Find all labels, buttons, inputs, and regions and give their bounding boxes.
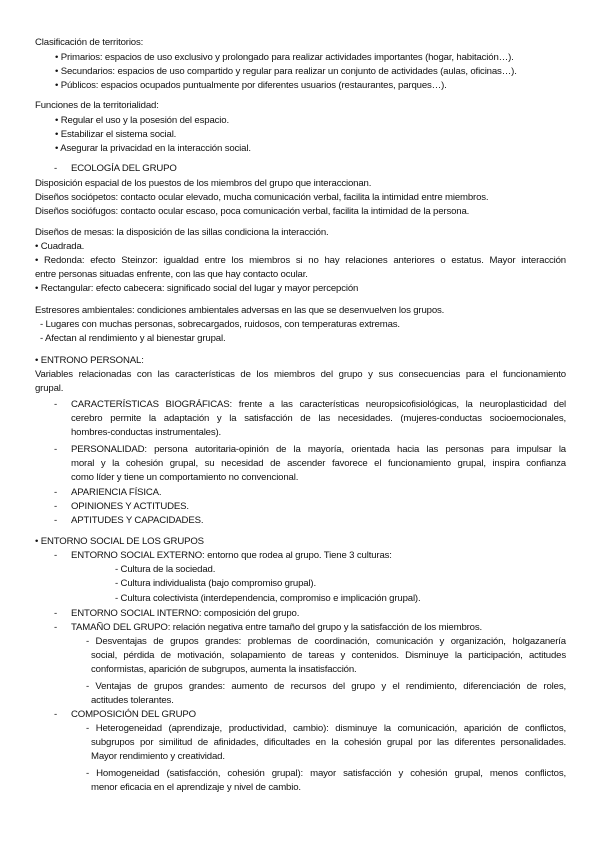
externo-line: ENTORNO SOCIAL EXTERNO: entorno que rodea al grupo. Tiene 3 culturas: xyxy=(71,550,392,561)
funciones-heading: Funciones de la territorialidad: xyxy=(35,100,159,111)
personalidad-dash: - xyxy=(54,444,58,455)
mesas-rectangular: • Rectangular: efecto cabecera: significado social del lugar y mayor percepción xyxy=(35,283,359,294)
biograficas-line-2: cerebro permite la adaptación y la satisfacción de las necesidades. (mujeres-conductas socioemocionales, xyxy=(71,413,566,424)
funciones-item-1: • Regular el uso y la posesión del espacio. xyxy=(55,115,229,126)
heterogeneidad-line-2: subgrupos por similitud de afinidades, dificultades en la cohesión grupal por las diferentes personalidades. xyxy=(91,737,566,748)
personalidad-line-3: como líder y tiene un comportamiento no convencional. xyxy=(71,472,299,483)
desventajas-line-1: - Desventajas de grupos grandes: problemas de coordinación, comunicación y organización, holgazanería xyxy=(86,636,566,647)
funciones-item-3: • Asegurar la privacidad en la interacción social. xyxy=(55,143,251,154)
cultura-individualista: - Cultura individualista (bajo compromiso grupal). xyxy=(115,578,316,589)
interno-line: ENTORNO SOCIAL INTERNO: composición del grupo. xyxy=(71,608,300,619)
personal-heading: • ENTRONO PERSONAL: xyxy=(35,355,144,366)
interno-dash: - xyxy=(54,608,58,619)
territorios-item-secundarios: • Secundarios: espacios de uso compartido y regular para realizar un conjunto de actividades (aulas, oficinas…). xyxy=(55,66,517,77)
tamano-line: TAMAÑO DEL GRUPO: relación negativa entre tamaño del grupo y la satisfacción de los miembros. xyxy=(71,622,483,633)
biograficas-dash: - xyxy=(54,399,58,410)
personalidad-line-2: moral y la cohesión grupal, su necesidad de ascender favorece el funcionamiento grupal, inspira confianza xyxy=(71,458,566,469)
mesas-heading: Diseños de mesas: la disposición de las sillas condiciona la interacción. xyxy=(35,227,329,238)
ecologia-dash: - xyxy=(54,163,58,174)
cultura-sociedad: - Cultura de la sociedad. xyxy=(115,564,216,575)
opiniones-dash: - xyxy=(54,501,58,512)
mesas-redonda-line-1: • Redonda: efecto Steinzor: igualdad entre los miembros si no hay relaciones anteriores o estatus. Mayor interacción xyxy=(35,255,566,266)
biograficas-line-3: hombres-conductas instrumentales). xyxy=(71,427,222,438)
homogeneidad-line-1: - Homogeneidad (satisfacción, cohesión grupal): mayor satisfacción y cohesión grupal, menos conflictos, xyxy=(86,768,566,779)
ventajas-line-1: - Ventajas de grupos grandes: aumento de recursos del grupo y el rendimiento, diferenciación de roles, xyxy=(86,681,566,692)
tamano-dash: - xyxy=(54,622,58,633)
composicion-title: COMPOSICIÓN DEL GRUPO xyxy=(71,709,196,720)
mesas-redonda-line-2: entre personas situadas enfrente, con las que hay contacto ocular. xyxy=(35,269,308,280)
ecologia-line-3: Diseños sociófugos: contacto ocular escaso, poca comunicación verbal, facilita la intimidad de la persona. xyxy=(35,206,470,217)
apariencia-dash: - xyxy=(54,487,58,498)
personal-intro-line-1: Variables relacionadas con las características de los miembros del grupo y sus consecuencias para el funcionamiento xyxy=(35,369,566,380)
ecologia-line-1: Disposición espacial de los puestos de los miembros del grupo que interaccionan. xyxy=(35,178,372,189)
funciones-item-2: • Estabilizar el sistema social. xyxy=(55,129,177,140)
heterogeneidad-line-3: Mayor rendimiento y creatividad. xyxy=(91,751,225,762)
aptitudes-item: APTITUDES Y CAPACIDADES. xyxy=(71,515,204,526)
desventajas-line-2: social, pérdida de motivación, solapamiento de tareas y contenidos. Disminuye la participación, actitudes xyxy=(91,650,566,661)
biograficas-line-1: CARACTERÍSTICAS BIOGRÁFICAS: frente a las características neuropsicofisiológicas, la neuroplasticidad del xyxy=(71,399,566,410)
homogeneidad-line-2: menor eficacia en el aprendizaje y nivel de cambio. xyxy=(91,782,301,793)
estresores-heading: Estresores ambientales: condiciones ambientales adversas en las que se desenvuelven los grupos. xyxy=(35,305,445,316)
cultura-colectivista: - Cultura colectivista (interdependencia, compromiso e implicación grupal). xyxy=(115,593,421,604)
social-heading: • ENTORNO SOCIAL DE LOS GRUPOS xyxy=(35,536,204,547)
apariencia-item: APARIENCIA FÍSICA. xyxy=(71,487,162,498)
ecologia-title: ECOLOGÍA DEL GRUPO xyxy=(71,163,177,174)
heterogeneidad-line-1: - Heterogeneidad (aprendizaje, productividad, cambio): disminuye la comunicación, aparición de conflictos, xyxy=(86,723,566,734)
externo-dash: - xyxy=(54,550,58,561)
territorios-heading: Clasificación de territorios: xyxy=(35,37,144,48)
territorios-item-publicos: • Públicos: espacios ocupados puntualmente por diferentes usuarios (restaurantes, parques…). xyxy=(55,80,447,91)
estresores-item-1: - Lugares con muchas personas, sobrecargados, ruidosos, con temperaturas extremas. xyxy=(40,319,400,330)
ventajas-line-2: actitudes tolerantes. xyxy=(91,695,174,706)
mesas-cuadrada: • Cuadrada. xyxy=(35,241,85,252)
personal-intro-line-2: grupal. xyxy=(35,383,64,394)
opiniones-item: OPINIONES Y ACTITUDES. xyxy=(71,501,189,512)
personalidad-line-1: PERSONALIDAD: persona autoritaria-opinión de la mayoría, orientada hacia las personas para impulsar la xyxy=(71,444,566,455)
territorios-item-primarios: • Primarios: espacios de uso exclusivo y prolongado para realizar actividades importantes (hogar, habitación…). xyxy=(55,52,514,63)
estresores-item-2: - Afectan al rendimiento y al bienestar grupal. xyxy=(40,333,226,344)
composicion-dash: - xyxy=(54,709,58,720)
aptitudes-dash: - xyxy=(54,515,58,526)
ecologia-line-2: Diseños sociópetos: contacto ocular elevado, mucha comunicación verbal, facilita la intimidad entre miembros. xyxy=(35,192,489,203)
desventajas-line-3: conformistas, aparición de subgrupos, aumenta la insatisfacción. xyxy=(91,664,357,675)
